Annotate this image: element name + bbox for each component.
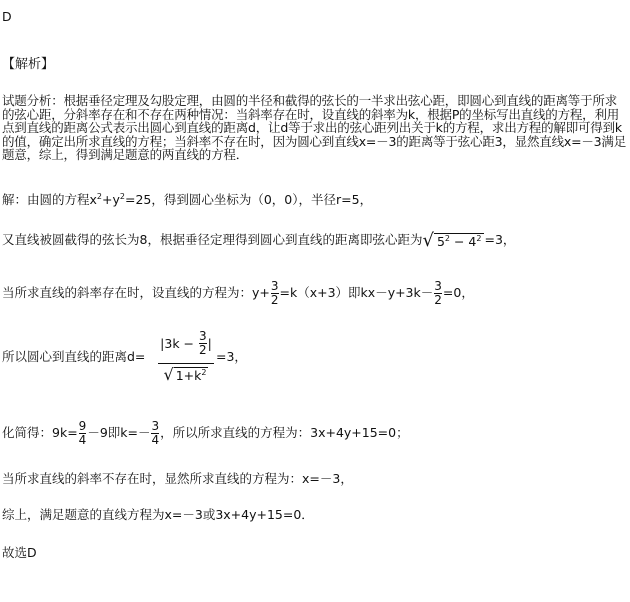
- exponent: 2: [201, 368, 207, 377]
- fraction-3-4: [151, 420, 159, 447]
- radical-sign: √: [163, 365, 174, 384]
- solution-line-1-suffix: =25，得到圆心坐标为（0，0），半径r=5，: [124, 192, 373, 207]
- fraction-numerator: 3: [198, 329, 207, 343]
- radicand: [434, 233, 485, 249]
- fraction-3-2: [199, 330, 207, 357]
- solution-line-2-suffix: =3，: [484, 232, 516, 247]
- radical-sign: √: [422, 230, 434, 251]
- solution-line-5-mid: －9即k=－: [87, 425, 151, 440]
- solution-line-6: 当所求直线的斜率不存在时，显然所求直线的方程为：x=－3，: [2, 471, 353, 486]
- solution-line-3-suffix: =0，: [442, 285, 474, 300]
- section-title: 【解析】: [2, 57, 55, 72]
- fraction-numerator: 9: [78, 419, 87, 433]
- sqrt-expression: [422, 228, 484, 253]
- fraction-numerator: 3: [151, 419, 160, 433]
- solution-line-2-prefix: 又直线被圆截得的弦长为8，根据垂径定理得到圆心到直线的距离即弦心距为: [2, 232, 423, 247]
- solution-line-3-mid: =k（x+3）即kx－y+3k－: [279, 285, 434, 300]
- radicand: [174, 367, 209, 383]
- solution-line-5-suffix: ，所以所求直线的方程为：3x+4y+15=0；: [160, 425, 409, 440]
- analysis-paragraph: 试题分析：根据垂径定理及勾股定理，由圆的半径和截得的弦长的一半求出弦心距，即圆心到直线的距离等于所求的弦心距，分斜率存在和不存在两种情况：当斜率存在时，设直线的斜率为k，根据P的坐标写出直线的方程，利用点到直线的距离公式表示出圆心到直线的距离d，让d等于求出的弦心距列出关于k的方程，求出方程的解即可得到k的值，确定出所求直线的方程；当斜率不存在时，因为圆心到直线x=－3的距离等于弦心距3，显然直线x=－3满足题意，综上，得到满足题意的两直线的方程．: [2, 93, 627, 162]
- solution-line-7: 综上，满足题意的直线方程为x=－3或3x+4y+15=0．: [2, 507, 314, 522]
- solution-line-1: [2, 190, 372, 207]
- fraction-denominator: 4: [151, 433, 160, 447]
- solution-line-8: 故选D: [2, 545, 37, 560]
- fraction-denominator: 2: [434, 293, 442, 307]
- solution-line-5-prefix: 化简得：9k=: [2, 425, 78, 440]
- fraction-denominator: 2: [270, 293, 279, 307]
- distance-numerator: [158, 330, 214, 357]
- solution-line-1-mid: +y: [102, 192, 120, 207]
- solution-line-2: [2, 228, 515, 253]
- abs-left: |3k −: [160, 336, 198, 351]
- radicand-b: − 4: [450, 234, 477, 249]
- exponent: 2: [96, 192, 102, 201]
- exponent: 2: [119, 192, 125, 201]
- solution-line-4-suffix: =3，: [216, 349, 247, 364]
- abs-right: |: [207, 336, 212, 351]
- fraction-3-2: [271, 280, 279, 307]
- fraction-9-4: [79, 420, 87, 447]
- exponent: 2: [444, 234, 450, 243]
- answer-letter: D: [2, 9, 12, 24]
- solution-line-1-prefix: 解：由圆的方程x: [2, 192, 97, 207]
- fraction-3-2: [434, 280, 442, 307]
- radicand-text: 1+k: [175, 368, 202, 383]
- solution-line-4-prefix: 所以圆心到直线的距离d=: [2, 349, 146, 364]
- solution-line-3-prefix: 当所求直线的斜率存在时，设直线的方程为：y+: [2, 285, 270, 300]
- exponent: 2: [476, 234, 482, 243]
- solution-line-3: [2, 278, 474, 308]
- fraction-denominator: 2: [198, 343, 207, 357]
- solution-line-4: [2, 350, 145, 364]
- fraction-numerator: 3: [270, 279, 279, 293]
- radicand-a: 5: [436, 234, 445, 249]
- solution-line-5: [2, 418, 409, 448]
- fraction-numerator: 3: [434, 279, 442, 293]
- distance-fraction: [158, 330, 214, 385]
- distance-denominator: [158, 363, 214, 385]
- fraction-denominator: 4: [78, 433, 87, 447]
